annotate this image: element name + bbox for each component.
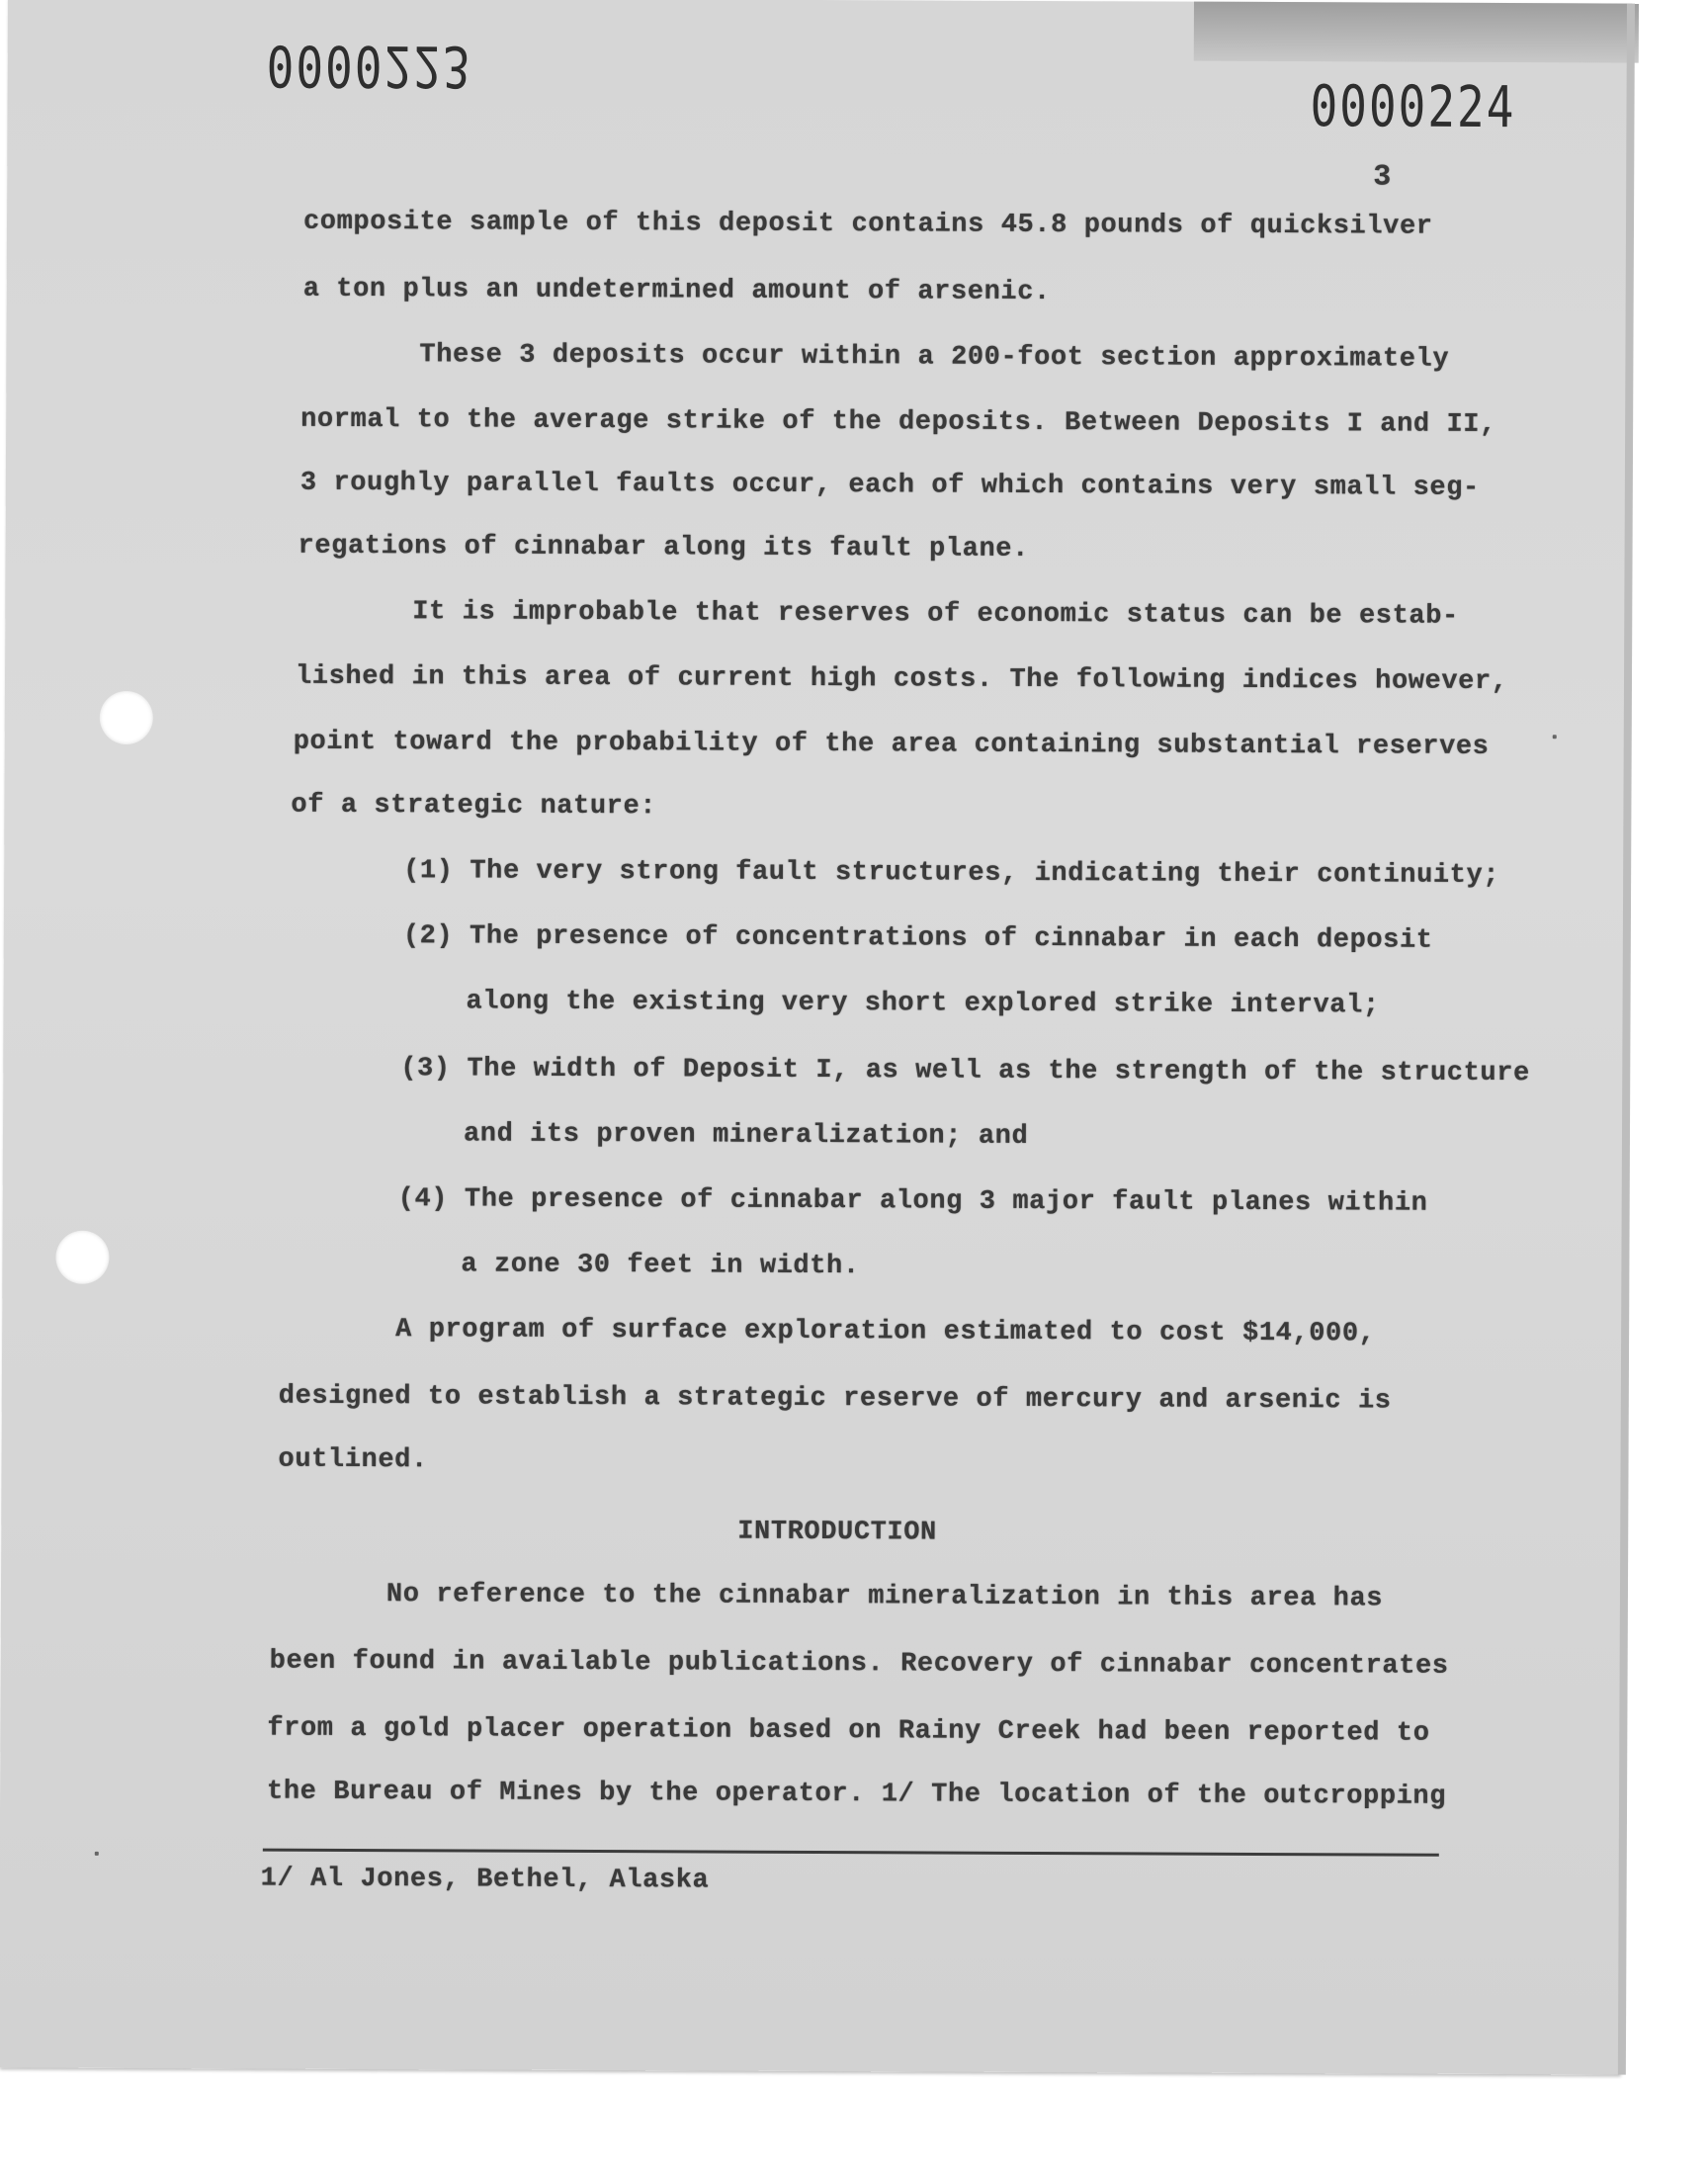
body-line: regations of cinnabar along its fault plane.	[298, 531, 1029, 565]
body-line: These 3 deposits occur within a 200-foot section approximately	[419, 340, 1450, 375]
document-number-stamp: 0000224	[1310, 72, 1516, 140]
footnote: 1/ Al Jones, Bethel, Alaska	[260, 1864, 710, 1896]
list-item: (3) The width of Deposit I, as well as the strength of the structure	[400, 1054, 1530, 1089]
body-line: It is improbable that reserves of economic status can be estab-	[412, 597, 1459, 632]
list-item-continuation: a zone 30 feet in width.	[461, 1250, 860, 1282]
body-line: a ton plus an undetermined amount of arsenic.	[302, 274, 1051, 308]
list-item: (1) The very strong fault structures, indicating their continuity;	[403, 856, 1500, 892]
page-edge	[1618, 4, 1635, 2075]
body-line: outlined.	[278, 1444, 428, 1476]
punch-hole	[55, 1231, 109, 1284]
body-line: point toward the probability of the area containing substantial reserves	[293, 727, 1490, 762]
body-line: No reference to the cinnabar mineralization in this area has	[385, 1580, 1384, 1614]
list-item-continuation: and its proven mineralization; and	[463, 1119, 1029, 1152]
footnote-rule	[263, 1849, 1439, 1857]
body-line: A program of surface exploration estimated to cost $14,000,	[395, 1315, 1376, 1349]
body-line: 3 roughly parallel faults occur, each of which contains very small seg-	[299, 468, 1480, 503]
body-line: composite sample of this deposit contains 45.8 pounds of quicksilver	[302, 207, 1433, 242]
scan-speck	[1553, 735, 1557, 739]
list-item: (4) The presence of cinnabar along 3 major fault planes within	[397, 1184, 1428, 1219]
section-heading: INTRODUCTION	[737, 1517, 937, 1548]
scan-speck	[95, 1852, 99, 1856]
body-line: normal to the average strike of the deposits. Between Deposits I and II,	[300, 404, 1496, 440]
page-number: 3	[1373, 160, 1392, 195]
list-item: (2) The presence of concentrations of cinnabar in each deposit	[402, 921, 1433, 956]
body-line: lished in this area of current high costs. The following indices however,	[295, 661, 1508, 698]
body-line: been found in available publications. Recovery of cinnabar concentrates	[269, 1646, 1449, 1682]
body-line: designed to establish a strategic reserve of mercury and arsenic is	[278, 1381, 1392, 1417]
scan-edge-shadow	[1194, 2, 1639, 63]
list-item-continuation: along the existing very short explored strike interval;	[466, 987, 1380, 1021]
body-line: of a strategic nature:	[291, 790, 657, 823]
document-number-stamp-reversed: 0000223	[266, 32, 472, 101]
punch-hole	[100, 691, 153, 744]
body-line: the Bureau of Mines by the operator. 1/ The location of the outcropping	[267, 1777, 1447, 1812]
body-line: from a gold placer operation based on Rainy Creek had been reported to	[267, 1713, 1430, 1749]
